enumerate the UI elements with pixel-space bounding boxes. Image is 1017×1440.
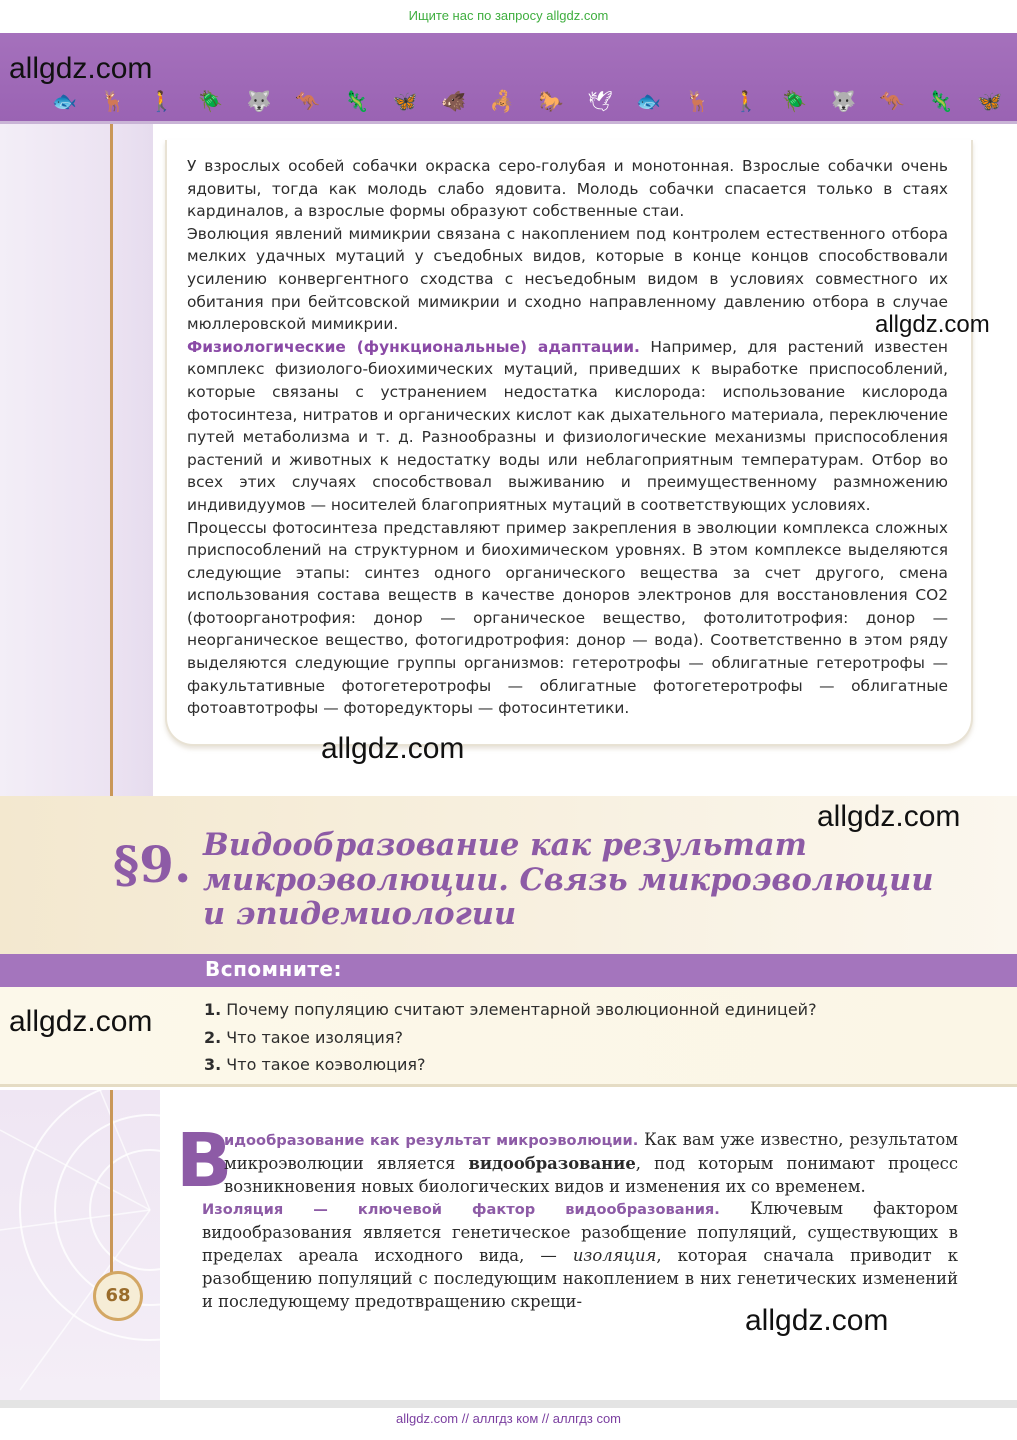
boar-icon: 🐗 bbox=[441, 89, 467, 113]
margin-rule bbox=[110, 1090, 113, 1290]
butterfly-icon: 🦋 bbox=[976, 89, 1002, 113]
horse-icon: 🐎 bbox=[538, 89, 564, 113]
wolf-icon: 🐺 bbox=[246, 89, 272, 113]
card-paragraph: Эволюция явлений мимикрии связана с накоплением под контролем естественного отбора мелких удачных мутаций у съедобных видов, которые в конце концов способствовали усилению конвергентного сходства с несъедобным видом в условиях совместного их обитания при бейтсовской мимикрии и сходно направленному давлению отбора в случае мюллеровской мимикрии. bbox=[187, 224, 948, 334]
scorpion-icon: 🦂 bbox=[489, 89, 515, 113]
animal-icon-row bbox=[52, 86, 1002, 116]
watermark: allgdz.com bbox=[321, 732, 465, 765]
recall-questions bbox=[204, 996, 817, 1079]
fish-icon: 🐟 bbox=[52, 89, 77, 113]
watermark: allgdz.com bbox=[875, 311, 990, 338]
bottom-divider bbox=[0, 1400, 1017, 1408]
page-number-badge: 68 bbox=[93, 1271, 143, 1321]
keyword-heading: идообразование как результат микроэволюции. bbox=[224, 1132, 639, 1149]
recall-header-band bbox=[0, 954, 1017, 987]
margin-rule bbox=[110, 124, 113, 796]
card-paragraph: Процессы фотосинтеза представляют пример закрепления в эволюции комплекса сложных приспособлений на структурном и биохимическом уровнях. В этом комплексе выделяются следующие этапы: синтез одного органического вещества за счет другого, смена использования состава веществ в качестве доноров электронов для восстановления CO2 (фотоорганотрофия: донор — органическое вещество, фотолитотрофия: донор — неорганическое вещество, фотогидротрофия: донор — вода). Соответственно в этом ряду выделяются следующие группы организмов: гетеротрофы — облигатные гетеротрофы — факультативные фотогетеротрофы — облигатные фотогетеротрофы — облигатные фотоавтотрофы — фоторедукторы — фотосинтетики. bbox=[187, 518, 948, 718]
card-paragraph bbox=[187, 336, 948, 517]
recall-question: 3. Что такое коэволюция? bbox=[204, 1055, 426, 1074]
spiral-decoration-icon bbox=[0, 1090, 160, 1400]
footer-links[interactable]: allgdz.com // аллгдз ком // аллгдз com bbox=[395, 1411, 622, 1426]
human-icon: 🚶 bbox=[733, 89, 759, 113]
keyword-heading: Изоляция — ключевой фактор видообразования. bbox=[202, 1201, 720, 1219]
deer-icon: 🦌 bbox=[685, 89, 710, 113]
insect-icon: 🪲 bbox=[782, 89, 808, 113]
kangaroo-icon: 🦘 bbox=[295, 89, 321, 113]
wolf-icon: 🐺 bbox=[830, 89, 856, 113]
left-margin-panel bbox=[0, 124, 153, 796]
lizard-icon: 🦎 bbox=[343, 89, 369, 113]
watermark: allgdz.com bbox=[9, 1005, 153, 1038]
body-paragraph: Изоляция — ключевой фактор видообразования. Ключевым фактором видообразования является генетическое разобщение популяций, существующих в пределах ареала исходного вида, — изоляция, которая сначала приводит к разобщению популяций с последующим накоплением в них генетических изменений и последующему предотвращению скрещи- bbox=[202, 1199, 958, 1311]
bird-icon: 🕊 bbox=[587, 89, 613, 113]
deer-icon: 🦌 bbox=[100, 89, 126, 113]
keyword-heading: Физиологические (функциональные) адаптации. bbox=[187, 337, 640, 356]
section-title-line: Видообразование как результат bbox=[203, 827, 807, 863]
italic-term: изоляция bbox=[572, 1245, 657, 1265]
top-banner-link[interactable]: Ищите нас по запросу allgdz.com bbox=[408, 8, 609, 23]
section-number: §9. bbox=[113, 835, 192, 894]
kangaroo-icon: 🦘 bbox=[879, 89, 905, 113]
watermark: allgdz.com bbox=[745, 1304, 889, 1337]
drop-cap: В bbox=[176, 1118, 233, 1204]
watermark: allgdz.com bbox=[817, 800, 961, 833]
watermark: allgdz.com bbox=[9, 52, 153, 85]
body-text bbox=[176, 1118, 958, 1313]
human-icon: 🚶 bbox=[149, 89, 175, 113]
decorative-spiral-panel bbox=[0, 1090, 160, 1400]
bold-term: видообразование bbox=[468, 1153, 636, 1173]
card-paragraph: У взрослых особей собачки окраска серо-голубая и монотонная. Взрослые собачки очень ядовиты, тогда как молодь слабо ядовита. Молодь собачки спасается только в стаях кардиналов, а взрослые формы образуют собственные стаи. bbox=[187, 157, 948, 221]
section-title bbox=[203, 828, 983, 932]
info-card-text bbox=[187, 155, 948, 720]
butterfly-icon: 🦋 bbox=[392, 89, 418, 113]
insect-icon: 🪲 bbox=[197, 89, 223, 113]
recall-label: Вспомните: bbox=[205, 957, 342, 981]
section-title-line: и эпидемиологии bbox=[203, 896, 517, 932]
recall-question: 1. Почему популяцию считают элементарной эволюционной единицей? bbox=[204, 1000, 817, 1019]
card-paragraph-text: Например, для растений известен комплекс физиолого-биохимических мутаций, приведших к выработке приспособлений, которые связаны с устранением недостатка кислорода: использование кислорода фотосинтеза, нитратов и органических кислот как дыхательного материала, переключение путей метаболизма и т. д. Разнообразны и физиологические механизмы приспособления растений и животных к недостатку воды или неблагоприятным температурам. Отбор во всех этих случаях способствовал выживанию и преимущественному размножению индивидуумов — носителей благоприятных мутаций в соответствующих условиях. bbox=[187, 337, 948, 514]
fish-icon: 🐟 bbox=[636, 89, 662, 113]
recall-question: 2. Что такое изоляция? bbox=[204, 1027, 403, 1047]
body-paragraph: идообразование как результат микроэволюции. Как вам уже известно, результатом микроэволюции является видообразование, под которым понимают процесс возникновения новых биологических видов и изменения их со временем. bbox=[224, 1130, 958, 1196]
section-title-line: микроэволюции. Связь микроэволюции bbox=[203, 861, 934, 898]
lizard-icon: 🦎 bbox=[928, 89, 954, 113]
